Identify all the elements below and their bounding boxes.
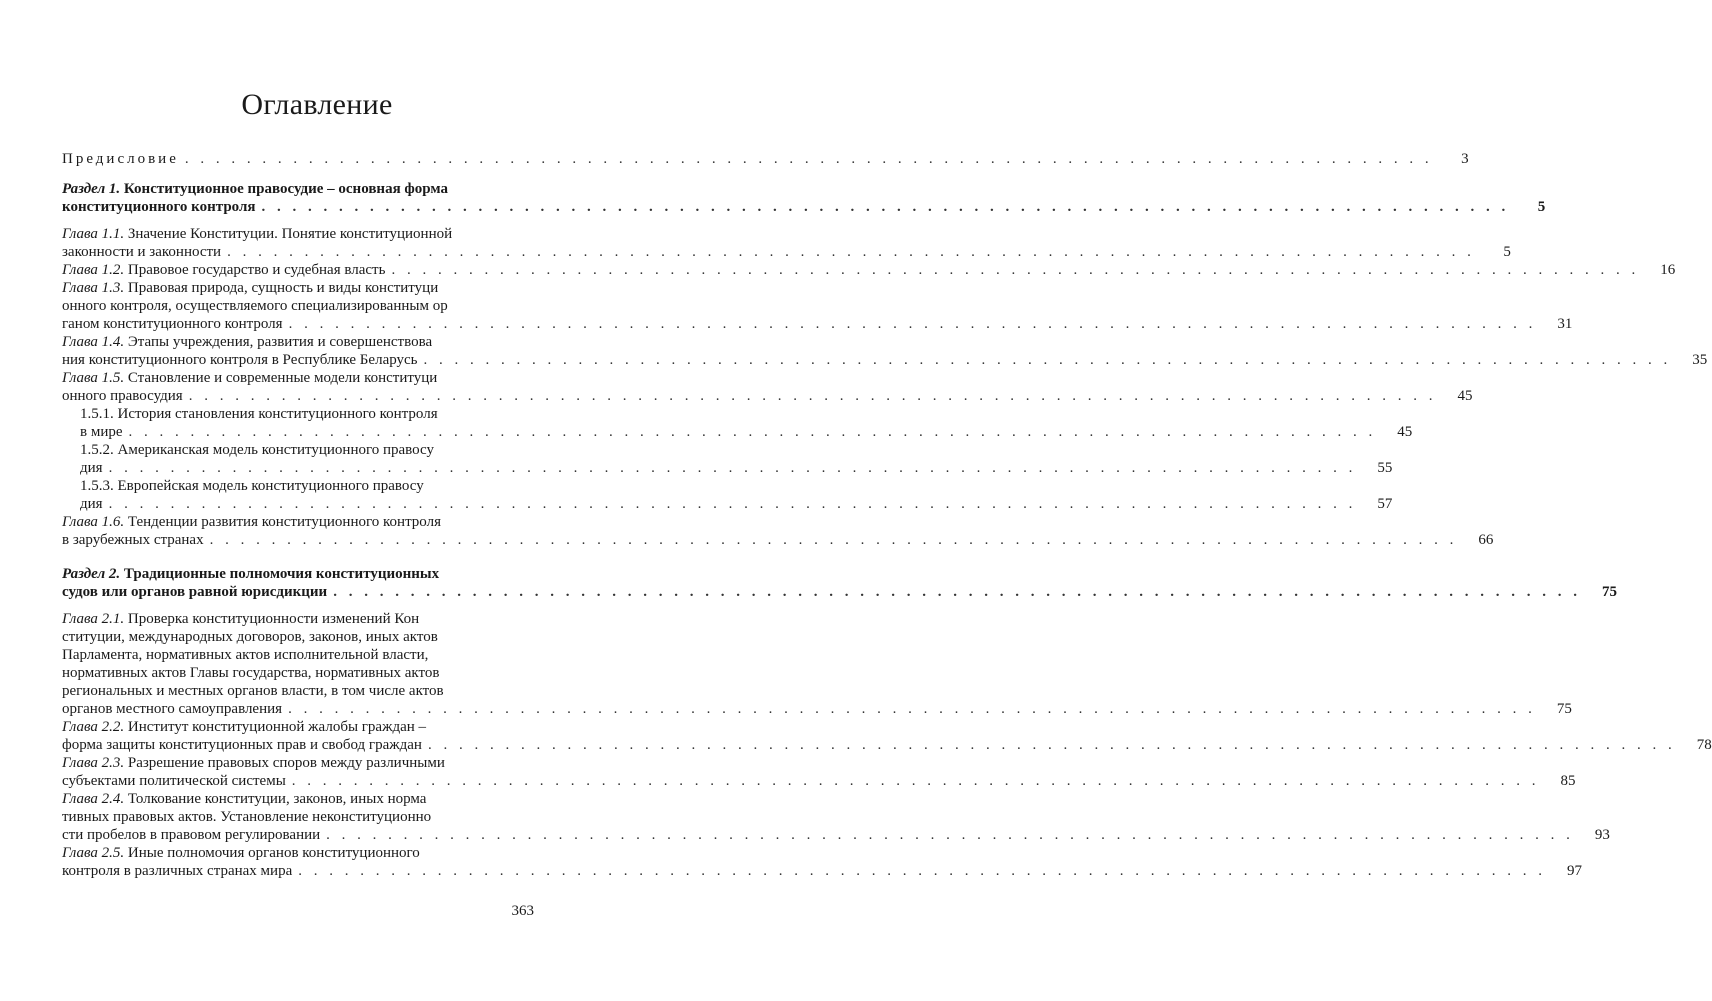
toc-entry-label: Глава 2.4. (62, 791, 128, 807)
toc-chapter[interactable] (62, 279, 1573, 333)
toc-entry-line (62, 646, 534, 664)
toc-chapter[interactable] (62, 513, 1494, 549)
leader-dots: . . . . . . . . . . . . . . . . . . . . . . . . . . . . . . . . . . . . . . . . . . . . . . . . . . . . . . . . . . . . . . . . . . . . . . . . . . . . . . . . . (184, 151, 1433, 167)
leader-dots: . . . . . . . . . . . . . . . . . . . . . . . . . . . . . . . . . . . . . . . . . . . . . . . . . . . . . . . . . . . . . . . . . . . . . . . . . . . . . . . . . (298, 863, 1546, 879)
toc-last-line (62, 261, 1676, 279)
toc-entry-text (62, 862, 292, 880)
page-number: 363 (511, 903, 534, 919)
toc-entry-line-text: ституции, международных договоров, законов, иных актов (62, 629, 438, 645)
toc-last-line (80, 495, 1393, 513)
toc-page-number: 45 (1397, 424, 1413, 440)
toc-page-number: 31 (1557, 316, 1573, 332)
toc-entry-line-text: 1.5.1. История становления конституционного контроля (80, 406, 438, 422)
leader-dots: . . . . . . . . . . . . . . . . . . . . . . . . . . . . . . . . . . . . . . . . . . . . . . . . . . . . . . . . . . . . . . . . . . . . . . . . . . . . . . . . . (108, 496, 1357, 512)
toc-page-number: 75 (1601, 584, 1617, 600)
toc-chapter[interactable] (62, 369, 1473, 405)
toc-entry-text-tail: Предисловие (62, 151, 179, 167)
toc-entry-line-text: Традиционные полномочия конституционных (123, 566, 440, 582)
toc-entry-text-tail: ния конституционного контроля в Республике Беларусь (62, 352, 418, 368)
toc-entry-text-tail: контроля в различных странах мира (62, 863, 293, 879)
leader-dots: . . . . . . . . . . . . . . . . . . . . . . . . . . . . . . . . . . . . . . . . . . . . . . . . . . . . . . . . . . . . . . . . . . . . . . . . . . . . . . . . . (227, 244, 1475, 260)
toc-entry-text (62, 772, 286, 790)
toc-subchapter[interactable] (62, 477, 1393, 513)
table-of-contents (62, 150, 1712, 880)
toc-entry-line-text: Парламента, нормативных актов исполнительной власти, (62, 647, 429, 663)
toc-entry-line (62, 664, 534, 682)
toc-last-line (62, 315, 1573, 333)
toc-subchapter[interactable] (62, 405, 1413, 441)
toc-entry-label: Глава 1.3. (62, 280, 128, 296)
toc-entry-text (62, 700, 282, 718)
toc-entry-line (62, 718, 534, 736)
toc-entry-text (80, 423, 123, 441)
toc-page-number: 16 (1660, 262, 1676, 278)
toc-entry-line (62, 754, 534, 772)
toc-entry-text (80, 459, 103, 477)
toc-entry-label: Глава 2.5. (62, 845, 128, 861)
toc-entry-line (62, 225, 534, 243)
section-gap-after (62, 601, 534, 610)
toc-entry-line-text: нормативных актов Главы государства, нормативных актов (62, 665, 440, 681)
toc-last-line (62, 862, 1582, 880)
leader-dots: . . . . . . . . . . . . . . . . . . . . . . . . . . . . . . . . . . . . . . . . . . . . . . . . . . . . . . . . . . . . . . . . . . . . . . . . . . . . . . . . . (188, 388, 1437, 404)
toc-entry-text (62, 261, 385, 279)
toc-last-line (62, 736, 1712, 754)
toc-entry-line-text: Тенденции развития конституционного контроля (127, 514, 441, 530)
toc-entry-line: 1.5.2. Американская модель конституционного правосу (80, 442, 434, 458)
leader-dots: . . . . . . . . . . . . . . . . . . . . . . . . . . . . . . . . . . . . . . . . . . . . . . . . . . . . . . . . . . . . . . . . . . . . . . . . . . . . . . . . . (326, 827, 1574, 843)
toc-entry-line (62, 369, 534, 387)
toc-entry-label: Глава 1.2. (62, 262, 128, 278)
toc-entry-text-tail: в мире (80, 424, 123, 440)
toc-entry-text (62, 351, 418, 369)
toc-chapter[interactable] (62, 718, 1712, 754)
toc-page-number: 5 (1537, 199, 1546, 215)
toc-last-line (62, 826, 1610, 844)
toc-entry-text-tail: законности и законности (62, 244, 222, 260)
toc-last-line (62, 583, 1617, 601)
toc-entry-text-tail: Правовое государство и судебная власть (127, 262, 386, 278)
toc-page-number: 35 (1692, 352, 1708, 368)
toc-entry-text (62, 198, 256, 216)
toc-entry-line (62, 565, 534, 583)
toc-page-number: 55 (1377, 460, 1393, 476)
leader-dots: . . . . . . . . . . . . . . . . . . . . . . . . . . . . . . . . . . . . . . . . . . . . . . . . . . . . . . . . . . . . . . . . . . . . . . . . . . . . . . . . . (261, 199, 1510, 215)
toc-page-number: 75 (1556, 701, 1572, 717)
toc-page-number: 5 (1503, 244, 1511, 260)
toc-entry-text (62, 583, 327, 601)
toc-entry-line (62, 682, 534, 700)
toc-entry-line-text: Институт конституционной жалобы граждан – (127, 719, 427, 735)
toc-entry-line-text: онного контроля, осуществляемого специализированным ор (62, 298, 448, 314)
leader-dots: . . . . . . . . . . . . . . . . . . . . . . . . . . . . . . . . . . . . . . . . . . . . . . . . . . . . . . . . . . . . . . . . . . . . . . . . . . . . . . . . . (128, 424, 1377, 440)
toc-last-line (62, 351, 1708, 369)
toc-entry-line (62, 844, 534, 862)
toc-entry-label: Глава 1.1. (62, 226, 128, 242)
toc-entry-label: Глава 2.1. (62, 611, 128, 627)
toc-entry-text-tail: в зарубежных странах (62, 532, 204, 548)
leader-dots: . . . . . . . . . . . . . . . . . . . . . . . . . . . . . . . . . . . . . . . . . . . . . . . . . . . . . . . . . . . . . . . . . . . . . . . . . . . . . . . . . (427, 737, 1676, 753)
section-gap (62, 168, 534, 180)
leader-dots: . . . . . . . . . . . . . . . . . . . . . . . . . . . . . . . . . . . . . . . . . . . . . . . . . . . . . . . . . . . . . . . . . . . . . . . . . . . . . . . . . (333, 584, 1581, 600)
toc-entry-text-tail: судов или органов равной юрисдикции (62, 584, 328, 600)
leader-dots: . . . . . . . . . . . . . . . . . . . . . . . . . . . . . . . . . . . . . . . . . . . . . . . . . . . . . . . . . . . . . . . . . . . . . . . . . . . . . . . . . (288, 316, 1537, 332)
toc-entry-line-text: Правовая природа, сущность и виды конституци (127, 280, 439, 296)
toc-section[interactable] (62, 565, 1617, 601)
toc-entry-label: Глава 1.6. (62, 514, 128, 530)
toc-chapter[interactable] (62, 261, 1676, 279)
toc-entry-text (62, 736, 422, 754)
toc-entry-label: Глава 1.4. (62, 334, 128, 350)
toc-entry-line (62, 808, 534, 826)
toc-entry-line-text: региональных и местных органов власти, в том числе актов (62, 683, 444, 699)
toc-entry-line (62, 279, 534, 297)
toc-entry-line (62, 790, 534, 808)
toc-entry-line (62, 333, 534, 351)
toc-chapter[interactable] (62, 610, 1572, 718)
toc-page-number: 45 (1457, 388, 1473, 404)
toc-entry-line-text: Этапы учреждения, развития и совершенствова (127, 334, 433, 350)
toc-entry-text (62, 531, 204, 549)
section-gap-after (62, 216, 534, 225)
toc-chapter[interactable] (62, 790, 1610, 844)
page-title: Оглавление (241, 88, 393, 121)
toc-entry-text-tail: субъектами политической системы (62, 773, 286, 789)
toc-entry-label: Раздел 2. (62, 566, 124, 582)
toc-page-number: 3 (1461, 151, 1469, 167)
toc-entry-line (62, 513, 534, 531)
toc-entry-line-text: Становление и современные модели конституци (127, 370, 438, 386)
toc-last-line (62, 531, 1494, 549)
toc-chapter[interactable] (62, 844, 1582, 880)
toc-chapter[interactable] (62, 754, 1576, 790)
toc-entry-text (62, 387, 183, 405)
toc-entry-label: Глава 2.2. (62, 719, 128, 735)
toc-section[interactable] (62, 180, 1546, 216)
toc-last-line (62, 150, 1469, 168)
toc-entry-text (62, 150, 179, 168)
toc-chapter[interactable] (62, 333, 1708, 369)
toc-page-number: 57 (1377, 496, 1393, 512)
toc-entry-label: Глава 2.3. (62, 755, 128, 771)
leader-dots: . . . . . . . . . . . . . . . . . . . . . . . . . . . . . . . . . . . . . . . . . . . . . . . . . . . . . . . . . . . . . . . . . . . . . . . . . . . . . . . . . (391, 262, 1640, 278)
toc-page-number: 97 (1566, 863, 1582, 879)
toc-entry-text-tail: органов местного самоуправления (62, 701, 283, 717)
toc-last-line (62, 772, 1576, 790)
toc-last-line (62, 700, 1572, 718)
section-gap (62, 549, 534, 565)
toc-entry-text (62, 243, 221, 261)
toc-page-number: 66 (1478, 532, 1494, 548)
toc-page-number: 85 (1560, 773, 1576, 789)
toc-entry-line-text: Толкование конституции, законов, иных норма (127, 791, 427, 807)
leader-dots: . . . . . . . . . . . . . . . . . . . . . . . . . . . . . . . . . . . . . . . . . . . . . . . . . . . . . . . . . . . . . . . . . . . . . . . . . . . . . . . . . (108, 460, 1357, 476)
toc-entry-line (62, 610, 534, 628)
toc-entry-line-text: Проверка конституционности изменений Кон (127, 611, 420, 627)
toc-entry-text-tail: ганом конституционного контроля (62, 316, 283, 332)
toc-entry-line-text: 1.5.3. Европейская модель конституционного правосу (80, 478, 424, 494)
toc-entry-text-tail: конституционного контроля (62, 199, 256, 215)
toc-last-line (80, 423, 1413, 441)
toc-last-line (80, 459, 1393, 477)
toc-entry-line-text: Разрешение правовых споров между различными (127, 755, 445, 771)
toc-entry-text-tail: дия (80, 460, 103, 476)
toc-entry-line (62, 628, 534, 646)
toc-preface[interactable] (62, 150, 1469, 168)
toc-last-line (62, 198, 1546, 216)
toc-entry-line-text: Конституционное правосудие – основная форма (123, 181, 449, 197)
toc-entry-text (80, 495, 103, 513)
toc-entry-line (80, 477, 534, 495)
toc-last-line (62, 387, 1473, 405)
toc-entry-label: Глава 1.5. (62, 370, 128, 386)
toc-entry-line (62, 180, 534, 198)
toc-page-number: 93 (1594, 827, 1610, 843)
toc-entry-label: Раздел 1. (62, 181, 124, 197)
toc-entry-text-tail: онного правосудия (62, 388, 183, 404)
toc-entry-line-text: Значение Конституции. Понятие конституционной (127, 226, 453, 242)
leader-dots: . . . . . . . . . . . . . . . . . . . . . . . . . . . . . . . . . . . . . . . . . . . . . . . . . . . . . . . . . . . . . . . . . . . . . . . . . . . . . . . . . (209, 532, 1458, 548)
toc-subchapter[interactable] (62, 441, 1393, 477)
toc-entry-text (62, 315, 283, 333)
toc-page-number: 78 (1696, 737, 1712, 753)
leader-dots: . . . . . . . . . . . . . . . . . . . . . . . . . . . . . . . . . . . . . . . . . . . . . . . . . . . . . . . . . . . . . . . . . . . . . . . . . . . . . . . . . (423, 352, 1672, 368)
toc-entry-line (62, 297, 534, 315)
toc-entry-line (80, 405, 534, 423)
toc-entry-text-tail: форма защиты конституционных прав и свобод граждан (62, 737, 422, 753)
toc-chapter[interactable] (62, 225, 1511, 261)
leader-dots: . . . . . . . . . . . . . . . . . . . . . . . . . . . . . . . . . . . . . . . . . . . . . . . . . . . . . . . . . . . . . . . . . . . . . . . . . . . . . . . . . (291, 773, 1540, 789)
toc-entry-line-text: Иные полномочия органов конституционного (127, 845, 420, 861)
toc-last-line (62, 243, 1511, 261)
toc-entry-text-tail: дия (80, 496, 103, 512)
toc-entry-line-text: тивных правовых актов. Установление неконституционно (62, 809, 432, 825)
toc-entry-text (62, 826, 320, 844)
toc-entry-text-tail: сти пробелов в правовом регулировании (62, 827, 321, 843)
leader-dots: . . . . . . . . . . . . . . . . . . . . . . . . . . . . . . . . . . . . . . . . . . . . . . . . . . . . . . . . . . . . . . . . . . . . . . . . . . . . . . . . . (288, 701, 1536, 717)
